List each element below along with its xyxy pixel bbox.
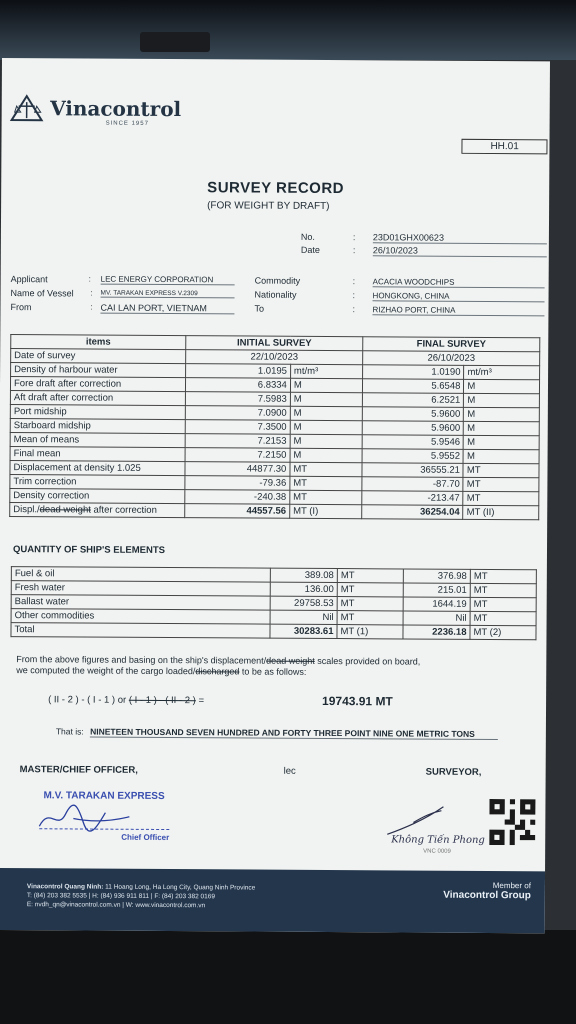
label-part: Displ./ [13,504,40,516]
no-label: No. [300,231,315,242]
final-unit: MT [470,583,536,597]
from-label: From [10,302,32,313]
survey-row-label: Port midship [10,405,185,420]
weight-formula: ( II - 2 ) - ( I - 1 ) or ( I - 1 ) - ( II - 2 ) = [48,694,205,707]
survey-row-label: Starboard midship [10,419,185,434]
final-unit: MT [470,597,536,611]
final-value: 5.6548 [363,379,464,394]
initial-unit: MT [337,583,403,597]
scales-logo-icon [10,94,44,122]
final-unit: M [464,435,540,449]
commodity-colon: : [352,276,356,287]
initial-unit: M [290,406,362,420]
final-unit: MT [470,611,536,625]
initial-value: 7.3500 [185,420,290,435]
vessel-label: Name of Vessel [10,288,74,299]
to-value: RIZHAO PORT, CHINA [372,305,544,316]
final-unit: MT [470,569,536,583]
initial-value: 389.08 [270,568,337,582]
header-items: items [11,335,186,350]
initial-value: -240.38 [185,490,290,505]
stamp-vessel-name: M.V. TARAKAN EXPRESS [43,790,165,803]
conclusion-line-2: we computed the weight of the cargo loaded/discharged to be as follows: [16,665,307,677]
nationality-value: HONGKONG, CHINA [373,291,545,302]
date-value: 26/10/2023 [373,245,547,257]
commodity-label: Commodity [254,275,301,286]
survey-row-label: Date of survey [11,349,186,364]
words-label: That is: [55,726,84,737]
from-value: CAI LAN PORT, VIETNAM [100,303,234,315]
group-name: Vinacontrol Group [443,889,531,902]
survey-document [0,58,550,933]
master-label: MASTER/CHIEF OFFICER, [19,764,138,776]
final-value: 5.9546 [362,435,463,450]
initial-value: -79.36 [185,476,290,491]
label-strike: dead weight [39,504,91,516]
footer-address: Vinacontrol Quang Ninh: 11 Hoang Long, Ha Long City, Quang Ninh Province [26,883,256,892]
initial-unit: MT [290,490,362,504]
to-colon: : [352,304,356,315]
cargo-weight-result: 19743.91 MT [322,693,393,709]
document-footer [0,868,545,933]
final-value: Nil [403,611,470,625]
initial-unit: MT [337,569,403,583]
final-value: -87.70 [362,477,463,492]
vessel-colon: : [90,288,93,298]
quantity-row [11,623,536,640]
final-unit: M [464,407,540,421]
final-value: 26/10/2023 [363,351,540,366]
page-subtitle: (FOR WEIGHT BY DRAFT) [207,200,330,213]
footer-contact [27,882,357,911]
master-signature-scribble [33,796,143,837]
surveyor-name: Không Tiến Phong [391,834,485,846]
final-value: 5.9600 [362,407,463,422]
initial-value: 1.0195 [186,364,291,379]
initial-value: 7.5983 [185,392,290,407]
document-code: HH.01 [461,139,547,155]
background-bottom [0,930,576,1024]
final-value: 5.9552 [362,449,463,464]
page-title: SURVEY RECORD [207,179,345,198]
initial-unit: M [290,420,362,434]
survey-table [9,334,540,520]
initial-value: 30283.61 [270,624,337,638]
words-value: NINETEEN THOUSAND SEVEN HUNDRED AND FORTY THREE POINT NINE ONE METRIC TONS [90,727,498,740]
surveyor-signature-scribble [383,798,483,839]
quantity-row-label: Total [11,623,270,639]
final-unit: MT [463,463,539,477]
to-label: To [254,303,265,314]
survey-row-label: Aft draft after correction [10,391,185,406]
initial-unit: MT (1) [337,625,403,639]
survey-row-label: Final mean [10,447,185,462]
initial-value: 44877.30 [185,462,290,477]
footer-member [443,881,531,902]
header-final: FINAL SURVEY [363,337,540,352]
initial-value: 6.8334 [185,378,290,393]
initial-unit: MT (I) [290,504,362,518]
final-unit: MT [463,477,539,491]
initial-value: 44557.56 [185,504,290,519]
survey-row-label: Mean of means [10,433,185,448]
label-part: after correction [90,504,157,516]
quantity-row-label: Other commodities [11,609,270,625]
weight-in-words [56,726,498,740]
footer-web: E: nvdh_qn@vinacontrol.com.vn | W: www.vinacontrol.com.vn [26,901,206,910]
final-unit: MT (2) [470,625,536,639]
final-unit: MT [463,491,539,505]
final-value: 2236.18 [403,625,470,639]
survey-row-total [10,503,539,520]
date-label: Date [300,244,320,255]
initial-unit: M [290,434,362,448]
final-unit: M [464,421,540,435]
commodity-value: ACACIA WOODCHIPS [373,277,545,288]
initial-unit: MT [290,476,362,490]
conclusion-paragraph [16,654,506,679]
date-colon: : [352,245,356,256]
quantity-row-label: Fresh water [11,581,270,597]
surveyor-label: SURVEYOR, [425,766,482,778]
final-unit: mt/m³ [464,365,540,379]
initial-unit: M [290,392,362,406]
final-unit: M [464,393,540,407]
quantity-section-title: QUANTITY OF SHIP'S ELEMENTS [12,544,166,557]
final-value: 6.2521 [363,393,464,408]
quantity-row-label: Fuel & oil [11,567,270,583]
final-value: 1644.19 [403,597,470,611]
initial-value: 29758.53 [270,596,337,610]
surveyor-signature [383,798,493,859]
survey-row-label: Density correction [10,489,185,504]
middle-label: lec [283,765,296,777]
no-colon: : [352,232,356,243]
vessel-value: MV. TARAKAN EXPRESS V.2309 [101,290,235,299]
nationality-label: Nationality [254,289,297,300]
final-value: 36254.04 [362,505,463,520]
company-name: Vinacontrol [50,96,182,122]
stamp-role: Chief Officer [121,832,170,843]
final-value: -213.47 [362,491,463,506]
initial-unit: MT [337,611,403,625]
quantity-row-label: Ballast water [11,595,270,611]
clip [140,32,210,52]
final-unit: M [463,449,539,463]
initial-unit: M [290,448,362,462]
conclusion-line-1: From the above figures and basing on the ship's displacement/dead weight scales provided on board, [16,654,421,667]
initial-unit: MT [290,462,362,476]
initial-unit: MT [337,597,403,611]
initial-value: Nil [270,610,337,624]
company-logo [10,94,182,123]
from-colon: : [90,302,93,312]
initial-unit: M [290,378,362,392]
survey-row-label: Fore draft after correction [10,377,185,392]
survey-row-label: Trim correction [10,475,185,490]
final-value: 5.9600 [362,421,463,436]
initial-value: 136.00 [270,582,337,596]
initial-value: 7.0900 [185,406,290,421]
final-value: 1.0190 [363,365,464,380]
qr-code-icon [489,799,535,845]
footer-phones: T: (84) 203 382 5535 | H: (84) 936 911 811 | F: (84) 203 382 0169 [26,892,216,901]
survey-row-label [10,503,185,518]
applicant-value: LEC ENERGY CORPORATION [101,275,235,286]
header-initial: INITIAL SURVEY [186,336,363,351]
no-value: 23D01GHX00623 [373,232,547,244]
initial-unit: mt/m³ [290,364,362,378]
survey-row-label: Displacement at density 1.025 [10,461,185,476]
survey-row-label: Density of harbour water [11,363,186,378]
final-unit: MT (II) [463,505,539,519]
background-top [0,0,576,60]
applicant-label: Applicant [10,274,48,285]
applicant-colon: : [88,274,91,284]
initial-value: 7.2150 [185,448,290,463]
final-unit: M [464,379,540,393]
final-value: 36555.21 [362,463,463,478]
initial-value: 7.2153 [185,434,290,449]
surveyor-code: VNC 0009 [423,848,451,855]
final-value: 376.98 [403,569,470,583]
company-since: SINCE 1957 [105,120,149,127]
nationality-colon: : [352,290,356,301]
final-value: 215.01 [403,583,470,597]
initial-value: 22/10/2023 [186,350,363,365]
master-signature-stamp [33,788,183,849]
quantity-table [10,566,536,640]
member-label: Member of [492,881,531,891]
